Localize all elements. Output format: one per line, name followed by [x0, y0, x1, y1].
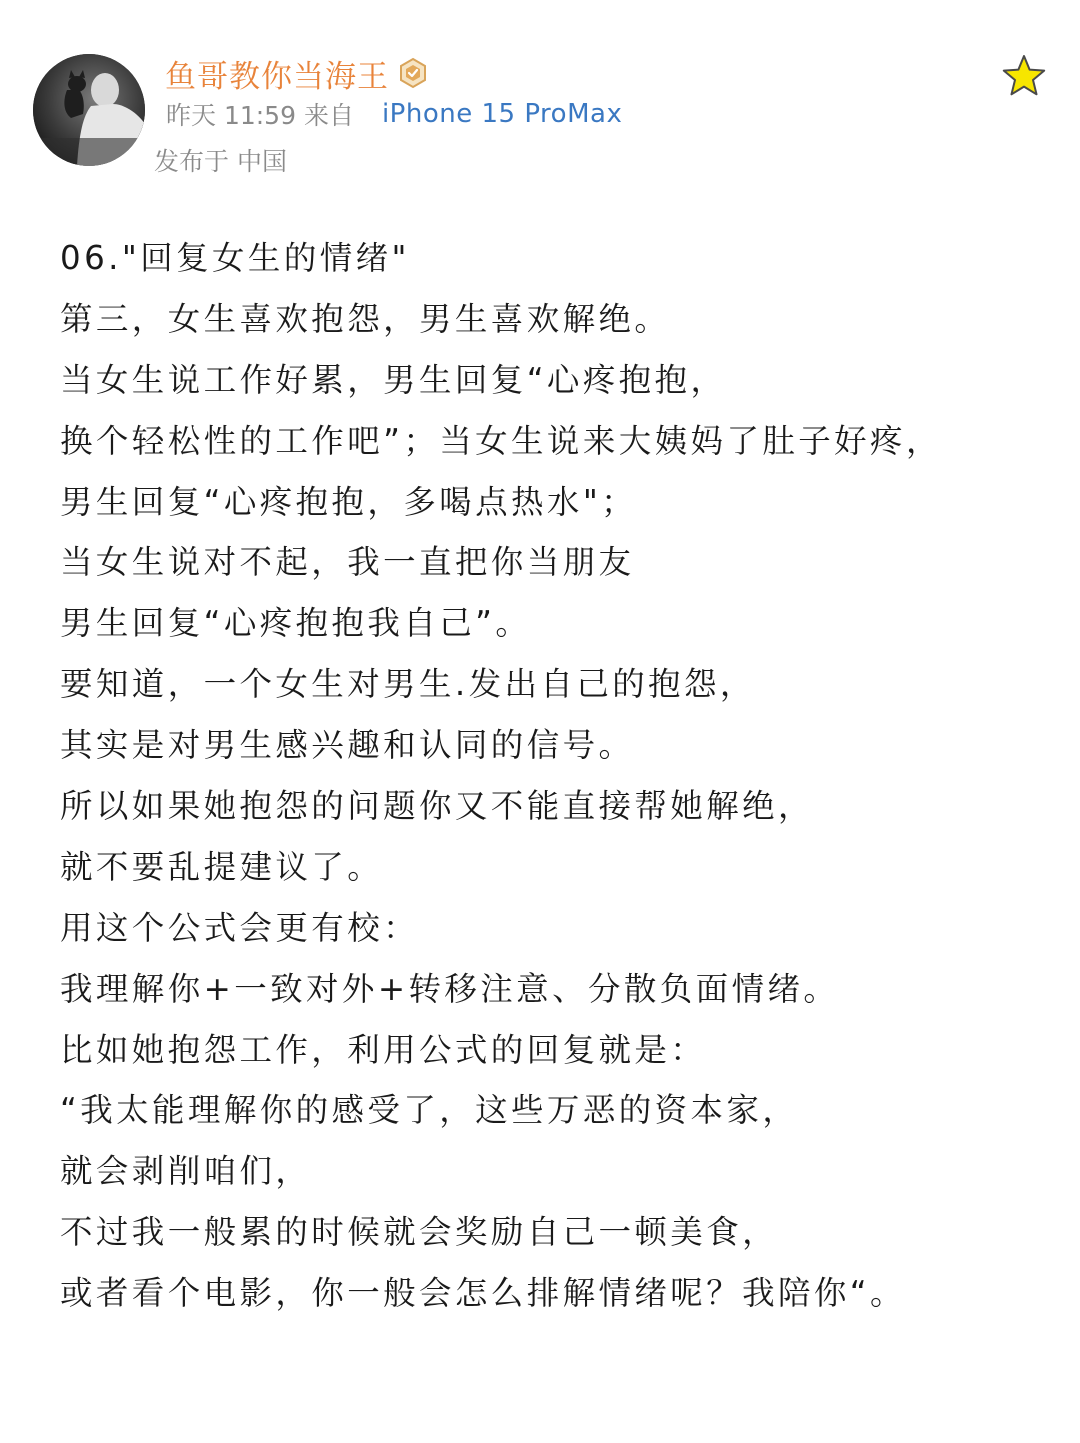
avatar[interactable]: [33, 54, 145, 166]
post-line: 不过我一般累的时候就会奖励自己一顿美食，: [60, 1213, 779, 1252]
post-line: 要知道，一个女生对男生.发出自己的抱怨，: [60, 665, 756, 704]
post-location: 发布于 中国: [154, 147, 287, 176]
post-line: “我太能理解你的感受了，这些万恶的资本家，: [60, 1091, 799, 1130]
post-line: 比如她抱怨工作，利用公式的回复就是：: [60, 1030, 707, 1069]
username[interactable]: 鱼哥教你当海王: [165, 58, 389, 95]
post-meta: [166, 94, 622, 134]
verified-badge-icon: [397, 57, 429, 89]
post-line: 我理解你+一致对外+转移注意、分散负面情绪。: [60, 969, 840, 1008]
username-row: [165, 50, 429, 96]
post-line: 换个轻松性的工作吧”；当女生说来大姨妈了肚子好疼，: [60, 421, 942, 460]
post-time-source: 昨天 11:59 来自: [166, 101, 354, 130]
avatar-image: [33, 54, 145, 166]
post-line: 就会剥削咱们，: [60, 1152, 312, 1191]
post-line: 其实是对男生感兴趣和认同的信号。: [60, 726, 635, 765]
post-line: 男生回复“心疼抱抱我自己”。: [60, 604, 532, 643]
post-line: 男生回复“心疼抱抱，多喝点热水"；: [60, 482, 638, 521]
post-header: [0, 0, 1080, 200]
post-line: 用这个公式会更有校：: [60, 908, 420, 947]
post-line: 就不要乱提建议了。: [60, 847, 384, 886]
post-line: 06."回复女生的情绪": [60, 239, 410, 277]
post-line: 所以如果她抱怨的问题你又不能直接帮她解绝，: [60, 787, 814, 826]
post-line: 或者看个电影，你一般会怎么排解情绪呢？我陪你“。: [60, 1274, 906, 1313]
post-line: 第三，女生喜欢抱怨，男生喜欢解绝。: [60, 299, 671, 338]
post-device-link[interactable]: iPhone 15 ProMax: [381, 99, 623, 129]
post-line: 当女生说工作好累，男生回复“心疼抱抱，: [60, 360, 727, 399]
post-line: 当女生说对不起，我一直把你当朋友: [60, 543, 635, 582]
post-body: [60, 228, 1060, 1324]
star-icon[interactable]: [1001, 53, 1047, 99]
